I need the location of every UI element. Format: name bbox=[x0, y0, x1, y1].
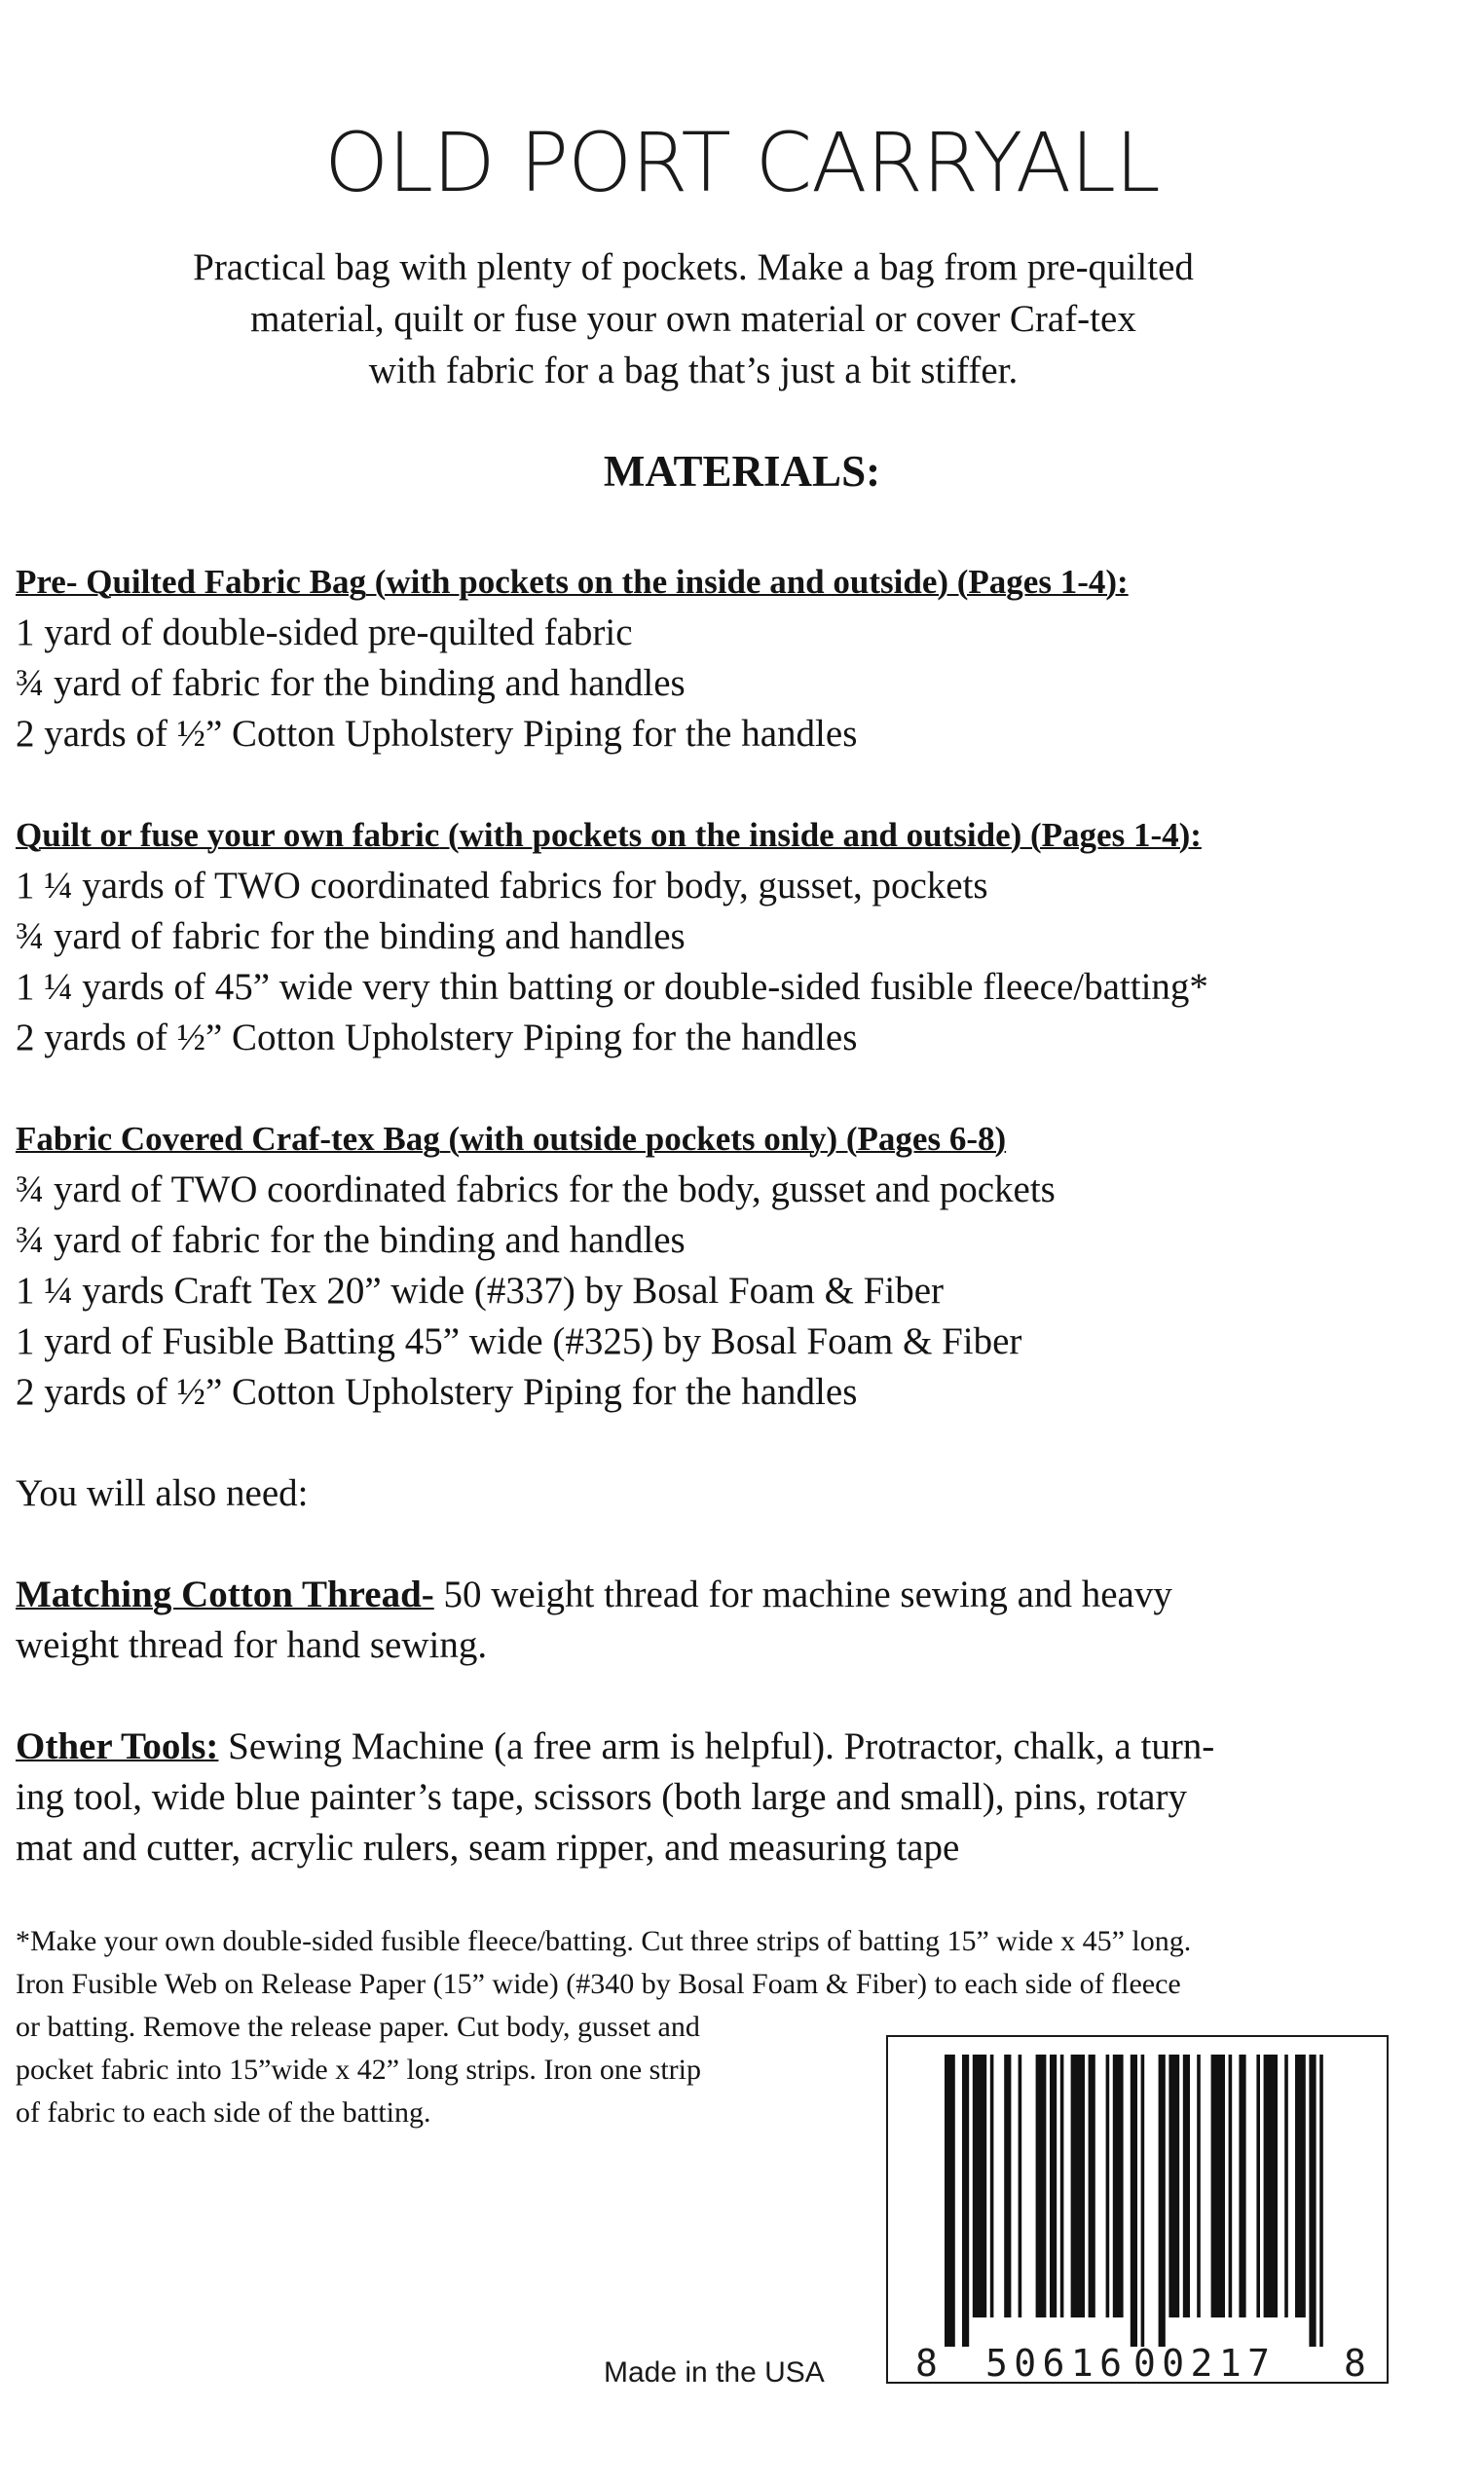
tools-paragraph bbox=[16, 1722, 1359, 1873]
barcode-bar bbox=[1211, 2055, 1225, 2317]
thread-paragraph bbox=[16, 1570, 1359, 1671]
barcode-bar bbox=[1019, 2055, 1022, 2317]
tools-text: Sewing Machine (a free arm is helpful). Protractor, chalk, a turn- bbox=[218, 1725, 1215, 1767]
barcode-bar bbox=[1183, 2055, 1190, 2317]
material-item: ¾ yard of fabric for the binding and handles bbox=[16, 1219, 686, 1261]
material-item: 1 ¼ yards of TWO coordinated fabrics for body, gusset, pockets bbox=[16, 865, 988, 907]
tools-line: mat and cutter, acrylic rulers, seam ripper, and measuring tape bbox=[16, 1827, 960, 1869]
section-heading-main: Fabric Covered Craf-tex Bag bbox=[16, 1120, 440, 1158]
barcode-bar bbox=[962, 2055, 969, 2347]
barcode-bar bbox=[1071, 2055, 1085, 2317]
section-pre-quilted bbox=[16, 557, 1466, 760]
tools-line: ing tool, wide blue painter’s tape, scissors (both large and small), pins, rotary bbox=[16, 1776, 1187, 1818]
barcode bbox=[886, 2035, 1389, 2384]
barcode-bar bbox=[1229, 2055, 1233, 2317]
intro-line: material, quilt or fuse your own material or cover Craf-tex bbox=[250, 298, 1136, 340]
section-heading bbox=[16, 1114, 1466, 1165]
barcode-bar bbox=[945, 2055, 955, 2347]
footnote-line: or batting. Remove the release paper. Cut body, gusset and bbox=[16, 2011, 700, 2043]
also-need-text: You will also need: bbox=[16, 1472, 309, 1514]
page-title: OLD PORT CARRYALL bbox=[324, 115, 1160, 210]
barcode-bar bbox=[1197, 2055, 1201, 2317]
section-heading-detail: (with pockets on the inside and outside) (Pages 1-4): bbox=[439, 816, 1202, 854]
thread-line bbox=[16, 1570, 1359, 1620]
material-item: 1 ¼ yards of 45” wide very thin batting or double-sided fusible fleece/batting* bbox=[16, 966, 1208, 1008]
material-item: 1 ¼ yards Craft Tex 20” wide (#337) by Bosal Foam & Fiber bbox=[16, 1270, 944, 1312]
barcode-bar bbox=[1036, 2055, 1047, 2317]
barcode-bar bbox=[1159, 2055, 1166, 2347]
barcode-bar bbox=[1113, 2055, 1124, 2317]
section-heading bbox=[16, 557, 1466, 608]
barcode-bars bbox=[945, 2055, 1323, 2347]
material-item: 1 yard of double-sided pre-quilted fabric bbox=[16, 611, 633, 653]
barcode-bar bbox=[1284, 2055, 1288, 2317]
intro-paragraph bbox=[97, 241, 1289, 396]
footnote-line: *Make your own double-sided fusible fleece/batting. Cut three strips of batting 15” wide x 45” long. bbox=[16, 1925, 1192, 1957]
section-heading-main: Pre- Quilted Fabric Bag bbox=[16, 563, 366, 601]
barcode-bar bbox=[1106, 2055, 1110, 2317]
section-heading-detail: (with outside pockets only) (Pages 6-8) bbox=[439, 1120, 1007, 1158]
barcode-bar bbox=[990, 2055, 994, 2317]
intro-line: Practical bag with plenty of pockets. Make a bag from pre-quilted bbox=[193, 246, 1194, 288]
barcode-bar bbox=[1264, 2055, 1278, 2317]
thread-line: weight thread for hand sewing. bbox=[16, 1624, 488, 1666]
section-heading bbox=[16, 810, 1466, 861]
material-item: ¾ yard of fabric for the binding and handles bbox=[16, 915, 686, 957]
barcode-bar bbox=[1060, 2055, 1064, 2317]
material-item: 2 yards of ½” Cotton Upholstery Piping for the handles bbox=[16, 713, 858, 755]
section-heading-main: Quilt or fuse your own fabric bbox=[16, 816, 440, 854]
barcode-group-2: 00217 bbox=[1133, 2342, 1270, 2385]
barcode-group-1: 50616 bbox=[985, 2342, 1122, 2385]
material-item: 1 yard of Fusible Batting 45” wide (#325) by Bosal Foam & Fiber bbox=[16, 1320, 1022, 1362]
section-heading-detail: (with pockets on the inside and outside) (Pages 1-4): bbox=[366, 563, 1129, 601]
material-item: 2 yards of ½” Cotton Upholstery Piping for the handles bbox=[16, 1017, 858, 1058]
section-craf-tex bbox=[16, 1114, 1466, 1418]
made-in-label: Made in the USA bbox=[604, 2356, 825, 2389]
barcode-left-digit: 8 bbox=[915, 2342, 938, 2385]
thread-label: Matching Cotton Thread- bbox=[16, 1574, 434, 1615]
tools-line bbox=[16, 1722, 1359, 1772]
barcode-bar bbox=[1309, 2055, 1316, 2347]
barcode-bar bbox=[973, 2055, 986, 2317]
barcode-bar bbox=[1256, 2055, 1260, 2317]
footnote-line: Iron Fusible Web on Release Paper (15” wide) (#340 by Bosal Foam & Fiber) to each side of fleece bbox=[16, 1968, 1181, 2000]
material-item: ¾ yard of TWO coordinated fabrics for the body, gusset and pockets bbox=[16, 1168, 1056, 1210]
material-item: 2 yards of ½” Cotton Upholstery Piping for the handles bbox=[16, 1371, 858, 1413]
barcode-bar bbox=[1050, 2055, 1057, 2317]
barcode-bar bbox=[1131, 2055, 1137, 2347]
footnote-line: of fabric to each side of the batting. bbox=[16, 2096, 431, 2129]
barcode-bar bbox=[1319, 2055, 1323, 2347]
barcode-graphic bbox=[888, 2037, 1391, 2386]
barcode-bar bbox=[1141, 2055, 1145, 2347]
materials-heading: MATERIALS: bbox=[603, 447, 881, 496]
barcode-bar bbox=[1239, 2055, 1245, 2317]
barcode-bar bbox=[1295, 2055, 1306, 2317]
intro-line: with fabric for a bag that’s just a bit stiffer. bbox=[368, 350, 1019, 391]
footnote-line: pocket fabric into 15”wide x 42” long strips. Iron one strip bbox=[16, 2054, 702, 2086]
tools-label: Other Tools: bbox=[16, 1725, 219, 1767]
material-item: ¾ yard of fabric for the binding and handles bbox=[16, 662, 686, 704]
thread-text: 50 weight thread for machine sewing and heavy bbox=[433, 1574, 1172, 1615]
barcode-bar bbox=[1004, 2055, 1011, 2317]
barcode-bar bbox=[1089, 2055, 1095, 2317]
barcode-bar bbox=[1169, 2055, 1179, 2317]
barcode-right-digit: 8 bbox=[1344, 2342, 1366, 2385]
section-quilt-your-own bbox=[16, 810, 1466, 1063]
